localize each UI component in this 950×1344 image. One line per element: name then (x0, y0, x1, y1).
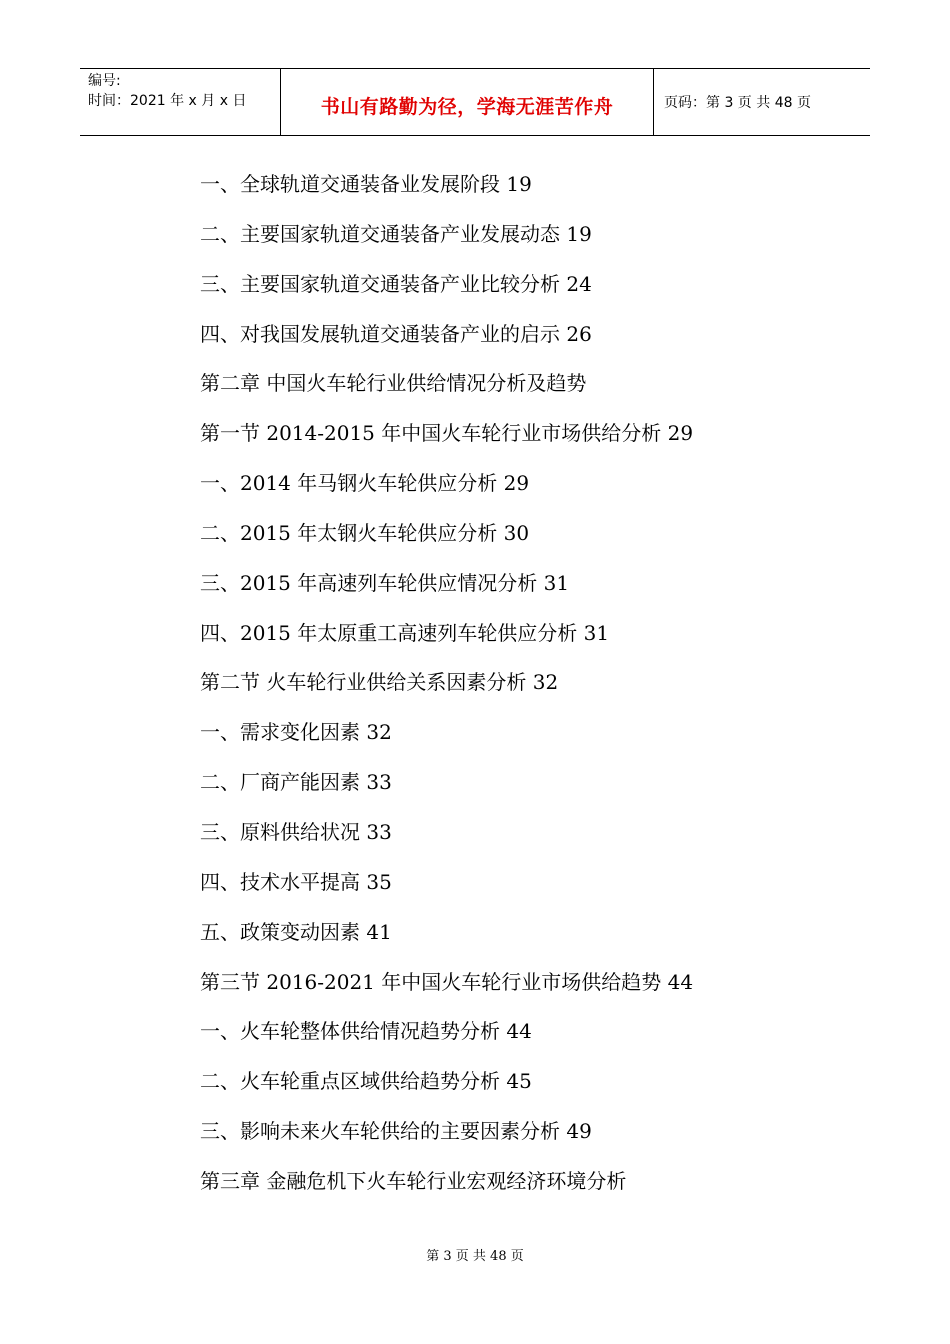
toc-chapter-heading: 第三章 金融危机下火车轮行业宏观经济环境分析 (200, 1168, 627, 1193)
toc-entry: 四、技术水平提高 35 (200, 869, 392, 894)
header-motto: 书山有路勤为径，学海无涯苦作舟 (320, 95, 614, 118)
toc-entry: 二、主要国家轨道交通装备产业发展动态 19 (200, 221, 592, 246)
toc-section-heading: 第一节 2014-2015 年中国火车轮行业市场供给分析 29 (200, 421, 694, 446)
toc-entry: 三、主要国家轨道交通装备产业比较分析 24 (200, 271, 592, 296)
toc-entry: 三、2015 年高速列车轮供应情况分析 31 (200, 570, 570, 595)
table-of-contents (200, 166, 840, 1213)
header-motto-cell (281, 69, 654, 135)
toc-entry: 四、2015 年太原重工高速列车轮供应分析 31 (200, 620, 610, 645)
toc-entry: 一、需求变化因素 32 (200, 720, 392, 745)
header-meta-cell (80, 69, 281, 135)
toc-entry: 三、影响未来火车轮供给的主要因素分析 49 (200, 1119, 592, 1144)
toc-entry: 一、2014 年马钢火车轮供应分析 29 (200, 471, 530, 496)
page-header (80, 68, 870, 136)
toc-entry: 四、对我国发展轨道交通装备产业的启示 26 (200, 321, 592, 346)
toc-entry: 三、原料供给状况 33 (200, 819, 392, 844)
header-page-cell (654, 69, 870, 135)
document-number-label: 编号: (88, 73, 121, 89)
page-footer (0, 1245, 950, 1264)
toc-entry: 二、厂商产能因素 33 (200, 770, 392, 795)
toc-entry: 五、政策变动因素 41 (200, 919, 392, 944)
toc-entry: 二、2015 年太钢火车轮供应分析 30 (200, 520, 530, 545)
toc-entry: 一、全球轨道交通装备业发展阶段 19 (200, 172, 532, 196)
toc-entry: 一、火车轮整体供给情况趋势分析 44 (200, 1019, 532, 1044)
toc-chapter-heading: 第二章 中国火车轮行业供给情况分析及趋势 (200, 371, 587, 396)
toc-section-heading: 第三节 2016-2021 年中国火车轮行业市场供给趋势 44 (200, 969, 694, 994)
toc-section-heading: 第二节 火车轮行业供给关系因素分析 32 (200, 670, 559, 695)
toc-entry: 二、火车轮重点区域供给趋势分析 45 (200, 1069, 532, 1094)
document-date-label: 时间：2021 年 x 月 x 日 (88, 93, 247, 109)
footer-page-number: 第 3 页 共 48 页 (426, 1249, 524, 1264)
header-page-info: 页码：第 3 页 共 48 页 (664, 95, 811, 111)
